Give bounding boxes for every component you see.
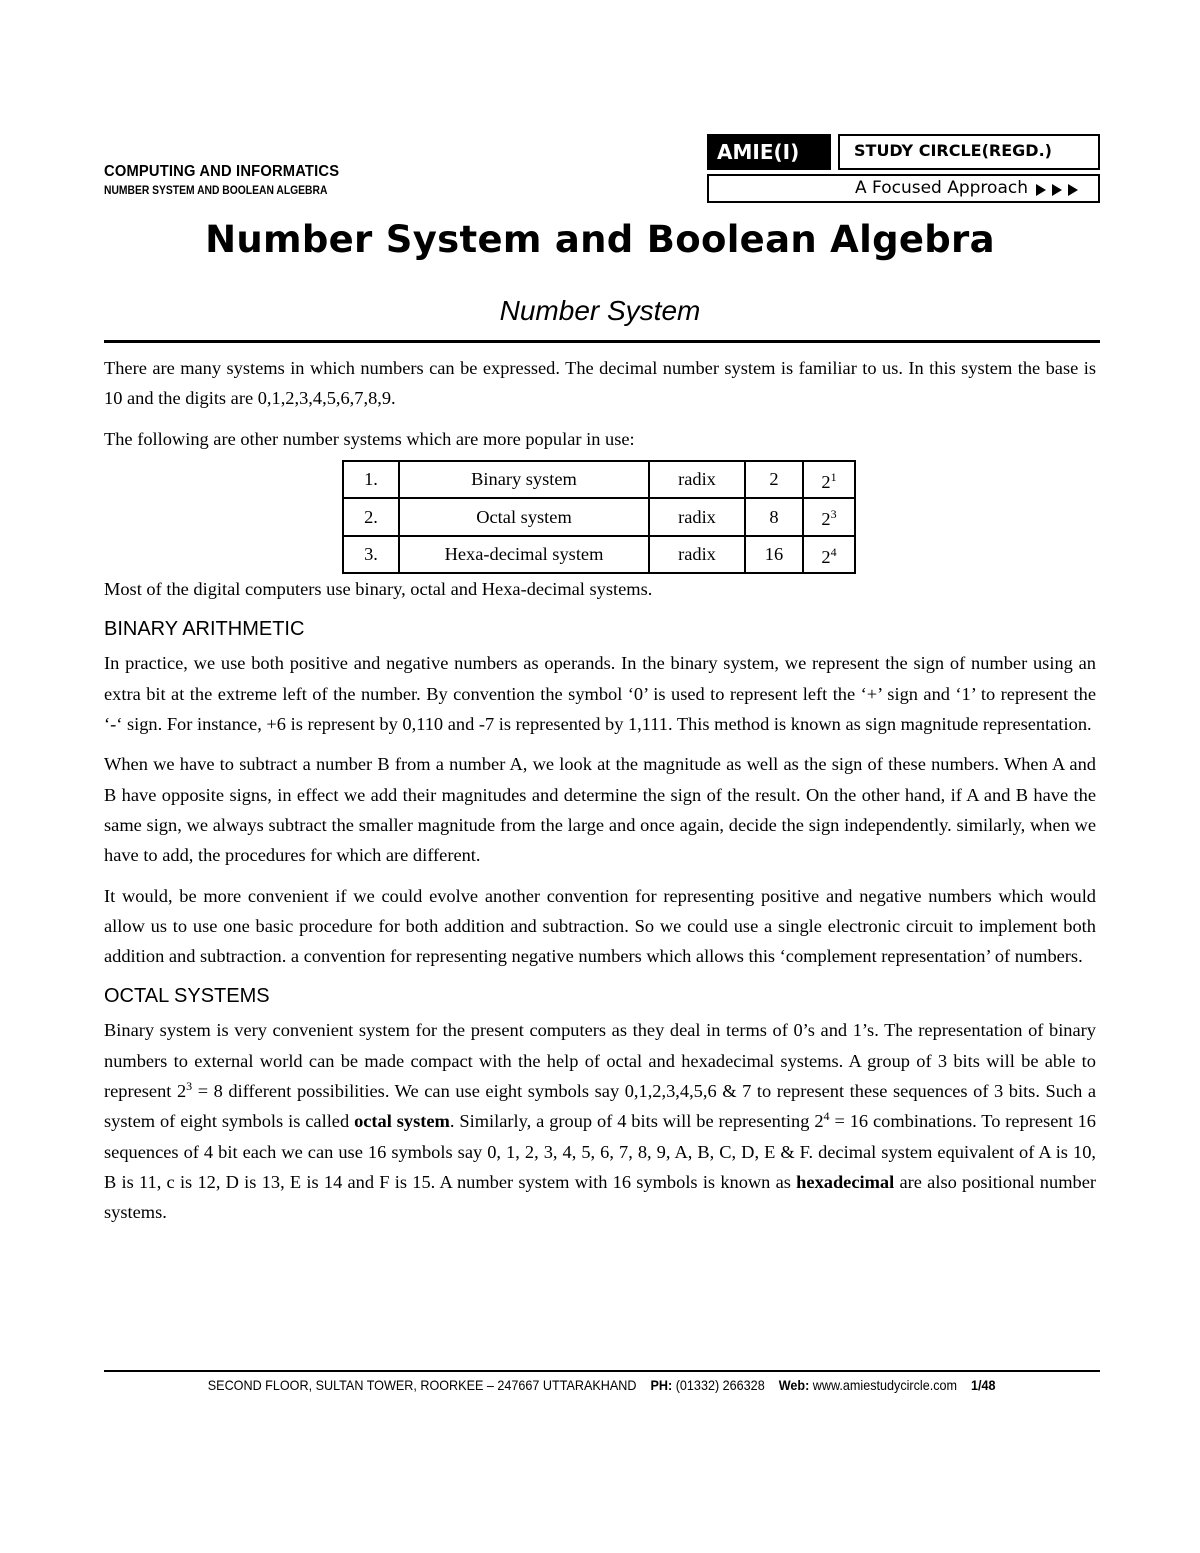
power-exponent: 3	[830, 507, 837, 522]
power-base: 2	[821, 472, 831, 493]
running-header	[104, 162, 364, 198]
table-cell: radix	[649, 461, 745, 498]
text-run: are also positional number systems.	[104, 1171, 1096, 1223]
text-run: . Similarly, a group of 4 bits will be representing 2	[449, 1111, 824, 1132]
chapter-name: NUMBER SYSTEM AND BOOLEAN ALGEBRA	[104, 183, 328, 197]
power-base: 2	[821, 546, 831, 567]
footer-phone-label: PH:	[650, 1377, 673, 1393]
footer-web-label: Web:	[779, 1377, 810, 1393]
power-exponent: 4	[830, 544, 837, 559]
table-cell: radix	[649, 536, 745, 573]
table-cell: 1.	[343, 461, 399, 498]
table-cell	[803, 536, 855, 573]
page-number: 1/48	[971, 1377, 996, 1393]
course-name: COMPUTING AND INFORMATICS	[104, 163, 340, 180]
power-exponent: 1	[830, 469, 837, 484]
document-body	[104, 353, 1096, 1238]
binary-heading: BINARY ARITHMETIC	[104, 618, 305, 641]
footer-divider	[104, 1370, 1100, 1372]
binary-paragraph-2: When we have to subtract a number B from a number A, we look at the magnitude as well as the sign of these numbers. When A and B have opposite signs, in effect we add their magnitudes and determine the sign of the result. On the other hand, if A and B have the same sign, we always subtract the smaller magnitude from the large and once again, decide the sign independently. similarly, when we have to add, the procedures for which are different.	[104, 754, 1096, 866]
bold-term: octal system	[354, 1111, 450, 1132]
text-run: = 16 combinations. To represent 16 sequences of 4 bit each we can use 16 symbols say 0, 1, 2, 3, 4, 5, 6, 7, 8, 9, A, B, C, D, E & F. decimal system equivalent of A is 10, B is 11, c is 12, D is 13, E is 14 and F is 15. A number system with 16 symbols is known as	[104, 1111, 1096, 1192]
footer-address: SECOND FLOOR, SULTAN TOWER, ROORKEE – 247667 UTTARAKHAND	[208, 1377, 637, 1393]
text-run: Binary system is very convenient system for the present computers as they deal in terms of 0’s and 1’s. The representation of binary numbers to external world can be made compact with the help of octal and hexadecimal systems. A group of 3 bits will be able to represent 2	[104, 1020, 1096, 1102]
page-title: Number System and Boolean Algebra	[205, 218, 995, 261]
exponent: 4	[823, 1109, 830, 1124]
table-row	[343, 461, 855, 498]
octal-paragraph	[104, 1015, 1096, 1227]
triangle-right-icon	[1036, 184, 1046, 196]
power-base: 2	[821, 509, 831, 530]
triangle-right-icon	[1068, 184, 1078, 196]
triangle-right-icon	[1052, 184, 1062, 196]
brand-tagline-box	[707, 174, 1100, 203]
table-cell: Hexa-decimal system	[399, 536, 649, 573]
table-cell	[803, 461, 855, 498]
table-cell: 3.	[343, 536, 399, 573]
table-row	[343, 498, 855, 535]
bold-term: hexadecimal	[796, 1171, 895, 1192]
table-cell	[803, 498, 855, 535]
binary-paragraph-1: In practice, we use both positive and negative numbers as operands. In the binary system, we represent the sign of number using an extra bit at the extreme left of the number. By convention the symbol ‘0’ is used to represent left the ‘+’ sign and ‘1’ to represent the ‘-‘ sign. For instance, +6 is represent by 0,110 and -7 is represented by 1,111. This method is known as sign magnitude representation.	[104, 653, 1096, 735]
table-cell: Octal system	[399, 498, 649, 535]
table-cell: 8	[745, 498, 803, 535]
page-footer	[104, 1376, 1100, 1394]
table-cell: 16	[745, 536, 803, 573]
brand-tagline: A Focused Approach	[854, 178, 1028, 198]
table-cell: 2.	[343, 498, 399, 535]
table-cell: radix	[649, 498, 745, 535]
intro-paragraph-2: The following are other number systems which are more popular in use:	[104, 428, 635, 449]
footer-phone: (01332) 266328	[676, 1377, 766, 1393]
exponent: 3	[186, 1078, 193, 1093]
table-cell: Binary system	[399, 461, 649, 498]
octal-heading: OCTAL SYSTEMS	[104, 985, 270, 1008]
number-systems-table	[342, 460, 856, 574]
binary-paragraph-3: It would, be more convenient if we could evolve another convention for representing positive and negative numbers which would allow us to use one basic procedure for both addition and subtraction. So we could use a single electronic circuit to implement both addition and subtraction. a convention for representing negative numbers which allows this ‘complement representation’ of numbers.	[104, 885, 1096, 967]
after-table-paragraph: Most of the digital computers use binary, octal and Hexa-decimal systems.	[104, 579, 653, 600]
section-title: Number System	[499, 295, 701, 326]
table-cell: 2	[745, 461, 803, 498]
brand-study-circle: STUDY CIRCLE(REGD.)	[838, 134, 1100, 170]
intro-paragraph: There are many systems in which numbers can be expressed. The decimal number system is familiar to us. In this system the base is 10 and the digits are 0,1,2,3,4,5,6,7,8,9.	[104, 358, 1096, 409]
footer-web-link[interactable]: www.amiestudycircle.com	[813, 1377, 958, 1393]
brand-name: AMIE(I)	[707, 134, 831, 170]
footer-line	[208, 1376, 996, 1394]
text-run: = 8 different possibilities. We can use eight symbols say 0,1,2,3,4,5,6 & 7 to represent these sequences of 3 bits. Such a system of eight symbols is called	[104, 1081, 1096, 1132]
brand-logo-box	[707, 134, 1100, 203]
title-divider	[104, 340, 1100, 343]
table-row	[343, 536, 855, 573]
